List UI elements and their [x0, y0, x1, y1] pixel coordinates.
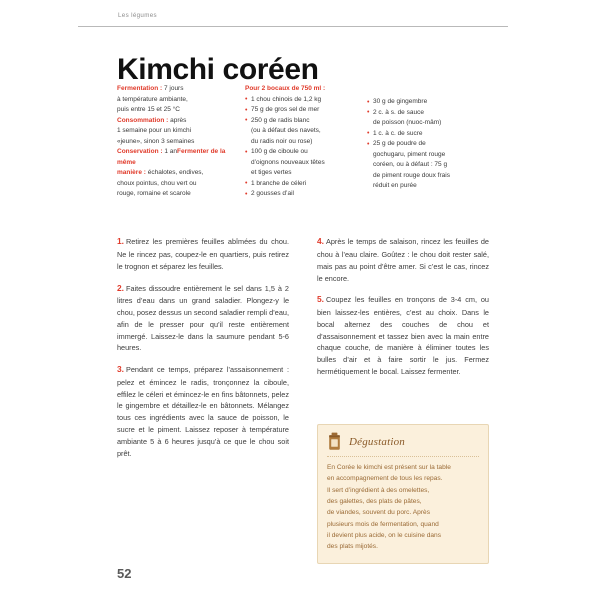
step-text: Retirez les premières feuilles abîmées du chou. Ne le rincez pas, coupez-le en quartiers, puis retirez le trognon et séparez les feuilles.	[117, 237, 289, 271]
page-number: 52	[117, 566, 132, 581]
ingredient-item: • 1 c. à c. de sucre	[367, 129, 487, 140]
step-number: 3.	[117, 364, 124, 375]
ingredient-item: (ou à défaut des navets,	[251, 127, 321, 135]
info-value: échalotes, endives,	[145, 169, 204, 177]
page-title: Kimchi coréen	[117, 53, 319, 87]
step-number: 2.	[117, 282, 124, 293]
step-text: Pendant ce temps, préparez l’assaisonnement : pelez et émincez le radis, tronçonnez la ciboule, effilez le céleri et émincez-le en fins bâtonnets, pelez le gingembre et détaillez-le en bâtonnets. Mélangez tous ces ingrédients avec la sauce de poisson, le sucre et le piment. Laissez reposer à température ambiante 5 à 6 heures jusqu’à ce que le chou soit prêt.	[117, 365, 289, 458]
info-value	[117, 126, 235, 137]
info-value: à température ambiante,	[117, 95, 188, 103]
step-number: 1.	[117, 236, 124, 247]
degustation-box	[317, 424, 489, 564]
degustation-header	[327, 432, 479, 451]
info-value	[117, 189, 235, 200]
info-value: rouge, romaine et scarole	[117, 190, 191, 198]
step-text: Faites dissoudre entièrement le sel dans 1,5 à 2 litres d’eau dans un grand saladier. Plongez-y le chou, posez dessus un second saladier rempli d’eau, afin de le presser pour qu’il reste entièrement immergé. Laissez-le dans la saumure pendant 5-6 heures.	[117, 283, 289, 353]
degustation-line: en accompagnement de tous les repas.	[327, 475, 443, 483]
ingredient-item: du radis noir ou rose)	[251, 137, 313, 145]
degustation-line: En Corée le kimchi est présent sur la table	[327, 464, 451, 471]
info-value: choux pointus, chou vert ou	[117, 179, 197, 187]
degustation-line: il devient plus acide, on le cuisine dans	[327, 531, 441, 539]
steps-column-right	[317, 228, 489, 387]
ingredient-item: gochugaru, piment rouge	[373, 150, 446, 158]
ingredient-item: • 2 gousses d’ail	[245, 189, 357, 200]
ingredient-item: réduit en purée	[373, 182, 417, 190]
info-value: après	[168, 116, 187, 124]
step-number: 4.	[317, 236, 324, 247]
info-column-ingredients-1	[245, 84, 357, 200]
jar-icon	[327, 432, 342, 451]
instruction-step	[117, 282, 289, 355]
ingredients-band	[117, 84, 487, 198]
header-rule	[78, 26, 508, 27]
ingredient-item: de poisson (nuoc-mâm)	[373, 119, 442, 127]
degustation-line: Il sert d’ingrédient à des omelettes,	[327, 486, 430, 494]
ingredient-item: • 100 g de ciboule ou	[245, 147, 357, 158]
instruction-step	[117, 363, 289, 459]
info-value	[117, 105, 235, 116]
step-text: Coupez les feuilles en tronçons de 3-4 cm, ou bien laissez-les entières, c’est au choix. Dans le bocal alternez des couches de chou et d’assaisonnement et tassez bien avec la main entre chaque couche, de manière à éliminer toutes les bulles d’air et à faire sortir le jus. Fermez hermétiquement le bocal. Laissez fermenter.	[317, 295, 489, 377]
degustation-divider	[327, 456, 479, 457]
info-label: Fermenter de la même	[117, 148, 226, 166]
degustation-line: des galettes, des plats de pâtes,	[327, 497, 422, 505]
ingredient-item: • 30 g de gingembre	[367, 97, 487, 108]
ingredients-heading: Pour 2 bocaux de 750 ml :	[245, 85, 326, 92]
info-value: puis entre 15 et 25 °C	[117, 106, 180, 114]
ingredient-item: • 1 chou chinois de 1,2 kg	[245, 95, 357, 106]
degustation-line: plusieurs mois de fermentation, quand	[327, 520, 439, 528]
info-value: «jeune», sinon 3 semaines	[117, 137, 195, 145]
running-head	[78, 12, 508, 34]
degustation-line: des plats mijotés.	[327, 543, 378, 551]
info-label: manière :	[117, 169, 146, 177]
info-column-timing	[117, 84, 235, 200]
info-value: 1 semaine pour un kimchi	[117, 127, 192, 135]
ingredient-item: • 1 branche de céleri	[245, 179, 357, 190]
ingredient-item: coréen, ou à défaut : 75 g	[373, 161, 448, 169]
steps-column-left	[117, 228, 289, 469]
degustation-title: Dégustation	[349, 435, 405, 448]
info-value	[117, 137, 235, 148]
step-number: 5.	[317, 294, 324, 305]
info-label: Consommation :	[117, 116, 169, 124]
ingredient-item: • 25 g de poudre de	[367, 139, 487, 150]
info-label: Conservation :	[117, 148, 163, 156]
ingredient-item: et tiges vertes	[251, 169, 292, 177]
ingredient-item: de piment rouge doux frais	[373, 171, 450, 179]
info-column-ingredients-2	[367, 97, 487, 192]
ingredient-item: • 2 c. à s. de sauce	[367, 108, 487, 119]
running-head-label: Les légumes	[118, 12, 157, 19]
info-value	[117, 95, 235, 106]
info-value	[117, 179, 235, 190]
instruction-step	[117, 235, 289, 272]
instruction-step	[317, 235, 489, 284]
info-label: Fermentation :	[117, 85, 163, 92]
ingredient-item: • 75 g de gros sel de mer	[245, 105, 357, 116]
ingredient-item: • 250 g de radis blanc	[245, 116, 357, 127]
info-value: 7 jours	[162, 85, 184, 92]
step-text: Après le temps de salaison, rincez les feuilles de chou à l’eau claire. Goûtez : le chou doit rester salé, mais pas au point d’être amer. Si c’est le cas, rincez le encore.	[317, 237, 489, 283]
ingredient-item: d’oignons nouveaux têtes	[251, 158, 325, 166]
degustation-line: de viandes, souvent du porc. Après	[327, 509, 431, 517]
info-value: 1 an	[162, 148, 177, 156]
degustation-body	[327, 462, 479, 553]
instruction-step	[317, 293, 489, 377]
